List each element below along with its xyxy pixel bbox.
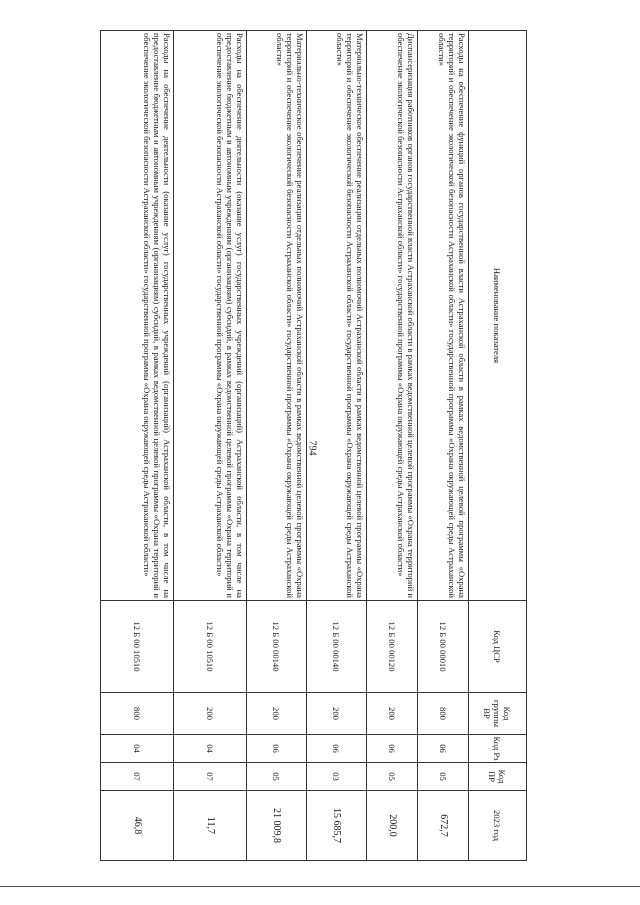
row-name: Материально-техническое обеспечение реализации отдельных полномочий Астраханской области в рамках ведомственной целевой программы «Охрана территорий и обеспечение экологической безопасности Астраханской области» государственной программы «Охрана окружающей среды Астраханской области» <box>307 31 367 601</box>
header-pr: Код ПР <box>469 763 527 791</box>
header-vr: Код группы ВР <box>469 693 527 735</box>
row-name: Диспансеризация работников органов государственной власти Астраханской области в рамках ведомственной целевой программы «Охрана территорий и обеспечение экологической безопасности Астраханской области» государственной программы «Охрана окружающей среды Астраханской области» <box>367 31 418 601</box>
row-pr: 05 <box>247 763 307 791</box>
row-csr: 12 Б 00 00140 <box>307 601 367 693</box>
row-vr: 800 <box>101 693 174 735</box>
row-name: Расходы на обеспечение деятельности (оказание услуг) государственных учреждений (организаций) Астраханской области, в том числе на предоставление бюджетным и автономным учреждениям (организациям) субсидий, в рамках ведомственной целевой программы «Охрана территорий и обеспечение экологической безопасности Астраханской области» государственной программы «Охрана окружающей среды Астраханской области» <box>174 31 247 601</box>
table-row <box>307 31 367 861</box>
header-rz: Код Рз <box>469 735 527 763</box>
row-vr: 200 <box>247 693 307 735</box>
row-rz: 06 <box>247 735 307 763</box>
row-value: 15 685,7 <box>307 791 367 861</box>
table-row <box>174 31 247 861</box>
page-number: 794 <box>306 440 318 456</box>
row-value: 200,0 <box>367 791 418 861</box>
budget-table-wrapper <box>132 30 527 860</box>
table-row <box>418 31 469 861</box>
row-vr: 200 <box>367 693 418 735</box>
row-rz: 04 <box>174 735 247 763</box>
row-csr: 12 Б 00 00140 <box>247 601 307 693</box>
row-pr: 05 <box>367 763 418 791</box>
row-csr: 12 Б 00 10510 <box>174 601 247 693</box>
table-header-row <box>469 31 527 861</box>
row-pr: 05 <box>418 763 469 791</box>
row-vr: 200 <box>174 693 247 735</box>
header-csr: Код ЦСР <box>469 601 527 693</box>
row-csr: 12 Б 00 00120 <box>367 601 418 693</box>
row-pr: 07 <box>101 763 174 791</box>
header-year: 2023 год <box>469 791 527 861</box>
row-name: Материально-техническое обеспечение реализации отдельных полномочий Астраханской области в рамках ведомственной целевой программы «Охрана территорий и обеспечение экологической безопасности Астраханской области» государственной программы «Охрана окружающей среды Астраханской области» <box>247 31 307 601</box>
header-name: Наименование показателя <box>469 31 527 601</box>
table-row <box>247 31 307 861</box>
row-csr: 12 Б 00 10510 <box>101 601 174 693</box>
table-row <box>101 31 174 861</box>
table-row <box>367 31 418 861</box>
row-vr: 800 <box>418 693 469 735</box>
budget-table <box>100 30 527 861</box>
row-rz: 06 <box>367 735 418 763</box>
row-vr: 200 <box>307 693 367 735</box>
row-name: Расходы на обеспечение функций органов государственной власти Астраханской области в рамках ведомственной целевой программы «Охрана территорий и обеспечение экологической безопасности Астраханской области» государственной программы «Охрана окружающей среды Астраханской области» <box>418 31 469 601</box>
row-rz: 06 <box>418 735 469 763</box>
row-rz: 06 <box>307 735 367 763</box>
row-csr: 12 Б 00 00010 <box>418 601 469 693</box>
row-name: Расходы на обеспечение деятельности (оказание услуг) государственных учреждений (организаций) Астраханской области, в том числе на предоставление бюджетным и автономным учреждениям (организациям) субсидий, в рамках ведомственной целевой программы «Охрана территорий и обеспечение экологической безопасности Астраханской области» государственной программы «Охрана окружающей среды Астраханской области» <box>101 31 174 601</box>
row-rz: 04 <box>101 735 174 763</box>
row-pr: 07 <box>174 763 247 791</box>
row-value: 21 009,8 <box>247 791 307 861</box>
row-value: 46,8 <box>101 791 174 861</box>
row-value: 11,7 <box>174 791 247 861</box>
row-value: 672,7 <box>418 791 469 861</box>
page-bottom-rule <box>0 886 640 887</box>
row-pr: 03 <box>307 763 367 791</box>
